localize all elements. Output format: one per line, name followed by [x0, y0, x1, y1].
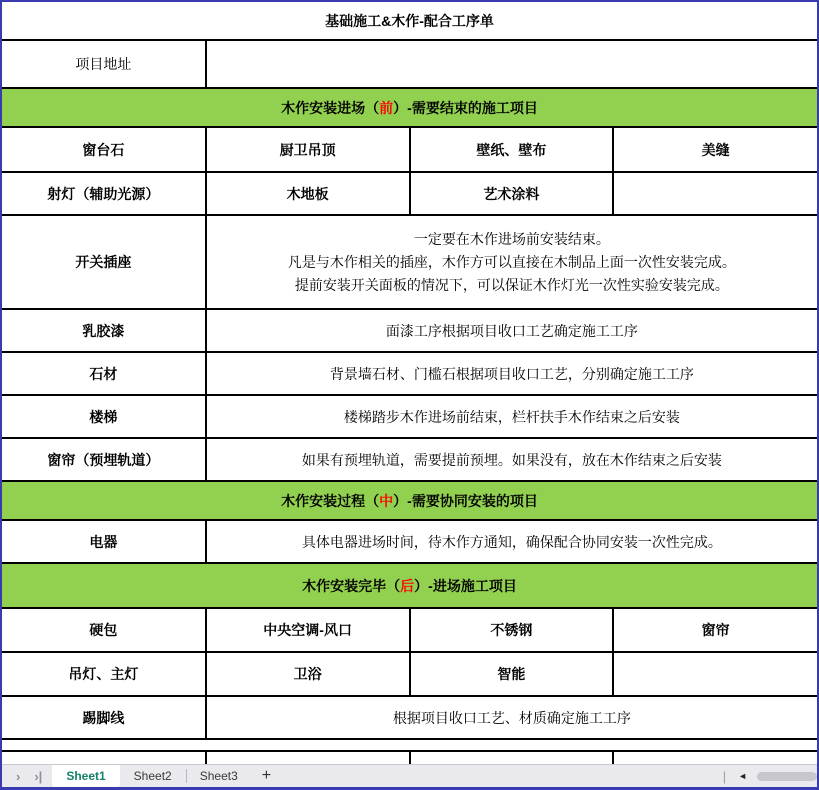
item-label-cell[interactable]: 开关插座: [2, 215, 206, 309]
grid-cell[interactable]: 智能: [410, 652, 614, 696]
section-header-text: 木作安装过程（: [281, 492, 380, 509]
grid-cell[interactable]: 窗台石: [2, 127, 206, 172]
scroll-right-icon[interactable]: ›: [16, 768, 21, 784]
section-header-during[interactable]: [2, 481, 817, 520]
grid-cell[interactable]: 中央空调-风口: [206, 608, 410, 652]
section-header-before[interactable]: [2, 88, 817, 127]
empty-cell[interactable]: [206, 751, 410, 764]
section-header-text: ）-需要协同安装的项目: [393, 492, 538, 509]
table-row: [2, 2, 817, 40]
tab-sheet1[interactable]: Sheet1: [52, 765, 119, 787]
grid-cell[interactable]: 窗帘: [613, 608, 817, 652]
item-label-cell[interactable]: 石材: [2, 352, 206, 395]
grid-cell[interactable]: 射灯（辅助光源）: [2, 172, 206, 215]
worksheet-grid: [2, 2, 817, 764]
section-header-text: 木作安装进场（: [281, 99, 380, 116]
item-label-cell[interactable]: 电器: [2, 520, 206, 563]
hscroll-thumb[interactable]: [757, 772, 817, 781]
grid-cell[interactable]: 不锈钢: [410, 608, 614, 652]
grid-cell[interactable]: 厨卫吊顶: [206, 127, 410, 172]
table-row: [2, 438, 817, 481]
item-desc-cell[interactable]: 背景墙石材、门槛石根据项目收口工艺，分别确定施工工序: [206, 352, 817, 395]
table-row: [2, 652, 817, 696]
section-header-highlight: 前: [379, 99, 394, 116]
item-desc-cell[interactable]: 面漆工序根据项目收口工艺确定施工工序: [206, 309, 817, 352]
item-desc-cell[interactable]: [206, 215, 817, 309]
item-desc-cell[interactable]: 楼梯踏步木作进场前结束，栏杆扶手木作结束之后安装: [206, 395, 817, 438]
table-row: [2, 395, 817, 438]
section-header-highlight: 中: [379, 492, 394, 509]
desc-line: 提前安装开关面板的情况下，可以保证木作灯光一次性实验安装完成。: [294, 276, 729, 293]
table-row: [2, 215, 817, 309]
desc-line: 一定要在木作进场前安装结束。: [413, 230, 610, 247]
desc-line: 凡是与木作相关的插座，木作方可以直接在木制品上面一次性安装完成。: [287, 253, 736, 270]
grid-cell[interactable]: 壁纸、壁布: [410, 127, 614, 172]
grid-cell[interactable]: 美缝: [613, 127, 817, 172]
table-row: [2, 309, 817, 352]
table-row: [2, 520, 817, 563]
sheet-nav-arrows: [2, 765, 52, 787]
grid-cell[interactable]: 艺术涂料: [410, 172, 614, 215]
item-desc-cell[interactable]: 根据项目收口工艺、材质确定施工工序: [206, 696, 817, 739]
add-sheet-button[interactable]: +: [261, 767, 272, 784]
item-desc-cell[interactable]: 具体电器进场时间，待木作方通知，确保配合协同安装一次性完成。: [206, 520, 817, 563]
table-row: [2, 608, 817, 652]
tab-sheet3[interactable]: Sheet3: [186, 765, 252, 787]
section-header-highlight: 后: [400, 577, 415, 594]
grid-cell[interactable]: 木地板: [206, 172, 410, 215]
grid-cell[interactable]: 卫浴: [206, 652, 410, 696]
empty-cell[interactable]: [2, 739, 817, 751]
sheet-tab-bar: [2, 764, 817, 787]
grid-cell[interactable]: 吊灯、主灯: [2, 652, 206, 696]
tabbar-divider: |: [722, 768, 727, 784]
table-row: [2, 696, 817, 739]
item-label-cell[interactable]: 乳胶漆: [2, 309, 206, 352]
section-header-text: 木作安装完毕（: [302, 577, 401, 594]
table-row: [2, 172, 817, 215]
empty-cell[interactable]: [613, 172, 817, 215]
section-header-text: ）-需要结束的施工项目: [393, 99, 538, 116]
project-address-value-cell[interactable]: [206, 40, 817, 88]
project-address-label-cell[interactable]: 项目地址: [2, 40, 206, 88]
empty-cell[interactable]: [410, 751, 614, 764]
table-row: [2, 352, 817, 395]
table-row: [2, 751, 817, 764]
table-row: [2, 481, 817, 520]
tab-sheet2[interactable]: Sheet2: [133, 769, 172, 783]
table-row: [2, 40, 817, 88]
table-row: [2, 88, 817, 127]
item-desc-cell[interactable]: 如果有预埋轨道，需要提前预埋。如果没有，放在木作结束之后安装: [206, 438, 817, 481]
tabbar-right-controls: [723, 765, 817, 787]
item-label-cell[interactable]: 踢脚线: [2, 696, 206, 739]
table-row: [2, 739, 817, 751]
empty-cell[interactable]: [2, 751, 206, 764]
grid-cell[interactable]: 硬包: [2, 608, 206, 652]
hscroll-left-icon[interactable]: ◄: [738, 771, 747, 781]
table-row: [2, 563, 817, 608]
table-row: [2, 127, 817, 172]
section-header-after[interactable]: [2, 563, 817, 608]
item-label-cell[interactable]: 窗帘（预埋轨道）: [2, 438, 206, 481]
section-header-text: ）-进场施工项目: [414, 577, 517, 594]
empty-cell[interactable]: [613, 652, 817, 696]
item-label-cell[interactable]: 楼梯: [2, 395, 206, 438]
sheet-title-cell[interactable]: 基础施工&木作-配合工序单: [2, 2, 817, 40]
scroll-last-icon[interactable]: ›|: [34, 768, 43, 784]
empty-cell[interactable]: [613, 751, 817, 764]
